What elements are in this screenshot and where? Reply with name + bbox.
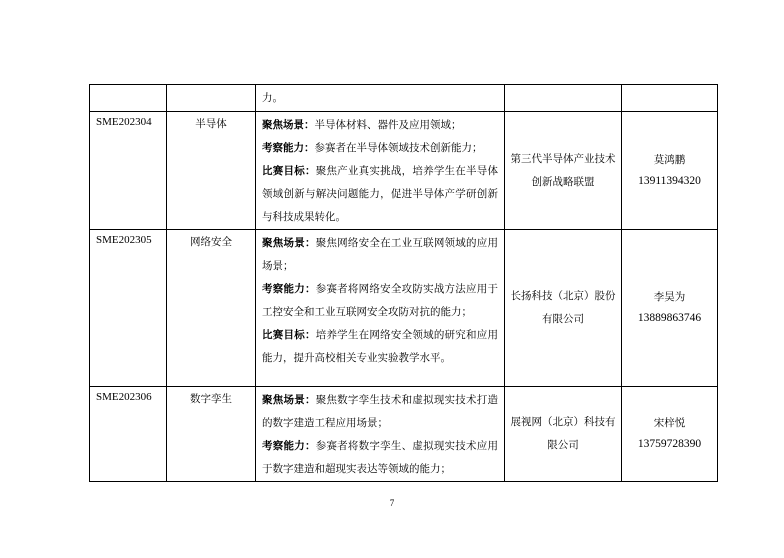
description-cell: [256, 112, 505, 230]
id-cell: [90, 85, 167, 112]
goal-paragraph: [262, 324, 498, 370]
table-row-continued: [90, 85, 718, 112]
ability-label: 考察能力：: [262, 440, 316, 452]
description-cell: [256, 85, 505, 112]
goal-text: 培养学生在网络安全领域的研究和应用能力，提升高校相关专业实验教学水平。: [262, 329, 499, 364]
focus-paragraph: [262, 114, 498, 137]
direction-cell: [167, 85, 256, 112]
competition-id: SME202306: [90, 387, 167, 482]
goal-label: 比赛目标：: [262, 165, 316, 177]
competition-direction: 半导体: [167, 112, 256, 230]
table-row: [90, 230, 718, 387]
organizer: 第三代半导体产业技术创新战略联盟: [505, 112, 622, 230]
contact-phone: 13911394320: [638, 174, 701, 187]
focus-label: 聚焦场景：: [262, 119, 315, 131]
contact-name: 李昊为: [653, 291, 686, 303]
organizer: 长扬科技（北京）股份有限公司: [505, 230, 622, 387]
contact-name: 莫鸿鹏: [653, 153, 686, 166]
ability-paragraph: [262, 435, 498, 481]
contact-name: 宋梓悦: [653, 417, 686, 429]
organizer-cell: [505, 85, 622, 112]
competition-id: SME202304: [90, 112, 167, 230]
focus-paragraph: [262, 389, 498, 435]
contact-cell: [622, 387, 718, 482]
goal-paragraph: [262, 160, 498, 229]
competition-direction: 网络安全: [167, 230, 256, 387]
focus-paragraph: [262, 232, 498, 278]
goal-label: 比赛目标：: [262, 329, 316, 341]
focus-text: 半导体材料、器件及应用领域；: [314, 119, 462, 131]
contact-phone: 13759728390: [637, 438, 702, 450]
ability-label: 考察能力：: [262, 142, 315, 154]
ability-text: 参赛者将数字孪生、虚拟现实技术应用于数字建造和超现实表达等领域的能力；: [262, 440, 499, 475]
description-tail: 力。: [262, 92, 283, 104]
focus-text: 聚焦数字孪生技术和虚拟现实技术打造的数字建造工程应用场景；: [262, 394, 499, 429]
focus-text: 聚焦网络安全在工业互联网领域的应用场景；: [262, 237, 499, 272]
competition-table: [89, 84, 718, 482]
contact-cell: [622, 112, 718, 230]
table-row: [90, 112, 718, 230]
contact-cell: [622, 85, 718, 112]
competition-direction: 数字孪生: [167, 387, 256, 482]
table-row: [90, 387, 718, 482]
focus-label: 聚焦场景：: [262, 237, 316, 249]
contact-phone: 13889863746: [637, 312, 702, 324]
ability-paragraph: [262, 278, 498, 324]
ability-paragraph: [262, 137, 498, 160]
contact-cell: [622, 230, 718, 387]
competition-id: SME202305: [90, 230, 167, 387]
focus-label: 聚焦场景：: [262, 394, 316, 406]
goal-text: 聚焦产业真实挑战，培养学生在半导体领域创新与解决问题能力，促进半导体产学研创新与科技成果转化。: [262, 165, 499, 223]
description-cell: [256, 387, 505, 482]
page-number: 7: [389, 498, 395, 508]
ability-text: 参赛者将网络安全攻防实战方法应用于工控安全和工业互联网安全攻防对抗的能力；: [262, 283, 499, 318]
ability-text: 参赛者在半导体领域技术创新能力；: [314, 142, 483, 154]
ability-label: 考察能力：: [262, 283, 316, 295]
description-cell: [256, 230, 505, 387]
organizer: 展视网（北京）科技有限公司: [505, 387, 622, 482]
